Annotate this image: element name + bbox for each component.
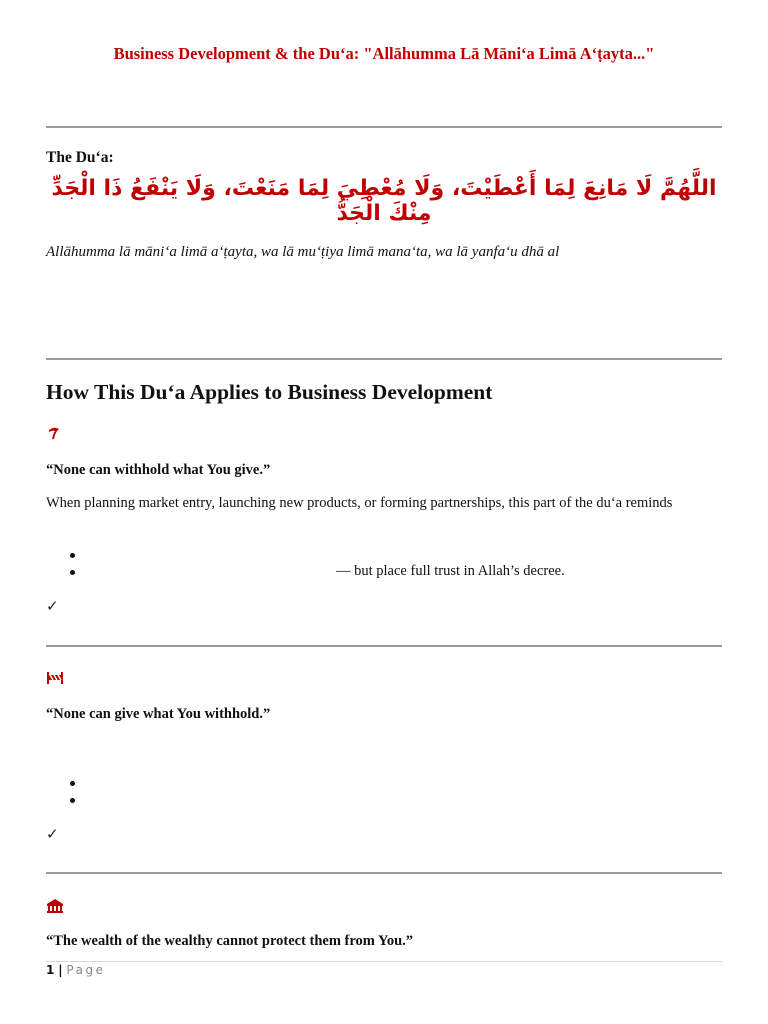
page-number: 1 xyxy=(46,963,55,977)
list-item: — but place full trust in Allah’s decree. xyxy=(46,563,722,580)
horizontal-rule xyxy=(46,358,722,360)
body-paragraph: When planning market entry, launching new products, or forming partnerships, this part of the du‘a reminds xyxy=(46,495,673,511)
horizontal-rule xyxy=(46,872,722,874)
target-icon xyxy=(46,425,62,447)
list-item xyxy=(46,791,722,808)
checkmark-icon: ✓ xyxy=(46,597,59,615)
document-title: Business Development & the Du‘a: "Allāhumma Lā Māni‘a Limā A‘ṭayta..." xyxy=(113,44,655,63)
horizontal-rule xyxy=(46,645,722,647)
bullet-list xyxy=(46,774,722,808)
quote-wealth-of-wealthy: “The wealth of the wealthy cannot protect them from You.” xyxy=(46,933,414,949)
page-label: Page xyxy=(66,963,106,977)
quote-none-can-give: “None can give what You withhold.” xyxy=(46,706,271,722)
section-heading: How This Du‘a Applies to Business Development xyxy=(46,380,493,404)
barrier-icon xyxy=(46,670,64,689)
dua-arabic-text: اللَّهُمَّ لَا مَانِعَ لِمَا أَعْطَيْتَ، وَلَا مُعْطِيَ لِمَا مَنَعْتَ، وَلَا يَنْفَعُ ذَا الْجَدِّ مِنْكَ الْجَدُّ xyxy=(51,176,717,226)
bullet-list xyxy=(46,546,722,580)
bank-icon xyxy=(46,898,64,918)
page-footer xyxy=(46,963,722,977)
footer-separator: | xyxy=(58,963,63,977)
dua-heading: The Du‘a: xyxy=(46,149,114,166)
quote-none-can-withhold: “None can withhold what You give.” xyxy=(46,462,271,478)
horizontal-rule xyxy=(46,126,722,128)
list-item xyxy=(46,774,722,791)
document-page xyxy=(46,0,722,1024)
footer-divider xyxy=(46,961,722,962)
dua-transliteration: Allāhumma lā māni‘a limā a‘ṭayta, wa lā mu‘ṭiya limā mana‘ta, wa lā yanfa‘u dhā al xyxy=(46,244,560,260)
checkmark-icon: ✓ xyxy=(46,825,59,843)
list-item xyxy=(46,546,722,563)
